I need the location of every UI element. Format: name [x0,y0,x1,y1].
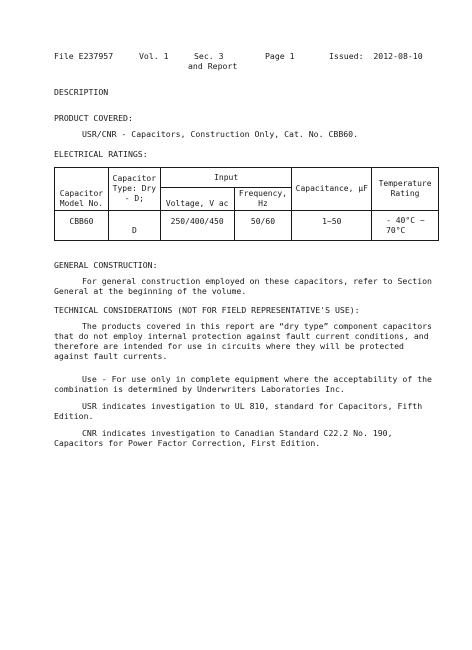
cell-capacitance: 1~50 [292,211,372,241]
header-input: Input [160,168,292,188]
page-number: Page 1 [265,51,295,61]
general-construction-text: For general construction employed on these capacitors, refer to Section General at the beginning of the volume. [54,276,432,296]
electrical-ratings-table [54,167,439,241]
header-frequency: Frequency, Hz [234,188,292,211]
section-subtitle: and Report [188,61,238,71]
table-header-row [55,168,439,188]
issued-date: Issued: 2012-08-10 [329,51,423,61]
product-line: USR/CNR - Capacitors, Construction Only, Cat. No. CBB60. [82,129,359,139]
cell-frequency: 50/60 [234,211,292,241]
electrical-ratings-heading: ELECTRICAL RATINGS: [54,149,148,159]
technical-text: The products covered in this report are “dry type” component capacitors that do not employ internal protection against fault current conditions, and therefore are intended for use in circuits where they will be protected against fault currents. [54,321,432,361]
header-capacitance: Capacitance, µF [292,168,372,211]
usr-text: USR indicates investigation to UL 810, standard for Capacitors, Fifth Edition. [54,401,423,421]
cell-voltage: 250/400/450 [160,211,234,241]
header-voltage: Voltage, V ac [160,188,234,211]
volume: Vol. 1 [139,51,169,61]
cell-type: D [108,211,160,241]
cell-temperature: - 40°C ~ 70°C [372,211,439,241]
section: Sec. 3 [194,51,224,61]
file-number: File E237957 [54,51,114,61]
header-model: Capacitor Model No. [55,168,109,211]
header-type: Capacitor Type: Dry - D; [108,168,160,211]
header-temperature: Temperature Rating [372,168,439,211]
cell-model: CBB60 [55,211,109,241]
product-covered-heading: PRODUCT COVERED: [54,113,133,123]
cnr-text: CNR indicates investigation to Canadian Standard C22.2 No. 190, Capacitors for Power Factor Correction, First Edition. [54,428,393,448]
technical-considerations-heading: TECHNICAL CONSIDERATIONS (NOT FOR FIELD REPRESENTATIVE'S USE): [54,305,360,315]
general-construction-heading: GENERAL CONSTRUCTION: [54,260,158,270]
use-text: Use - For use only in complete equipment where the acceptability of the combination is determined by Underwriters Laboratories Inc. [54,374,432,394]
description-heading: DESCRIPTION [54,87,109,97]
table-row [55,211,439,241]
